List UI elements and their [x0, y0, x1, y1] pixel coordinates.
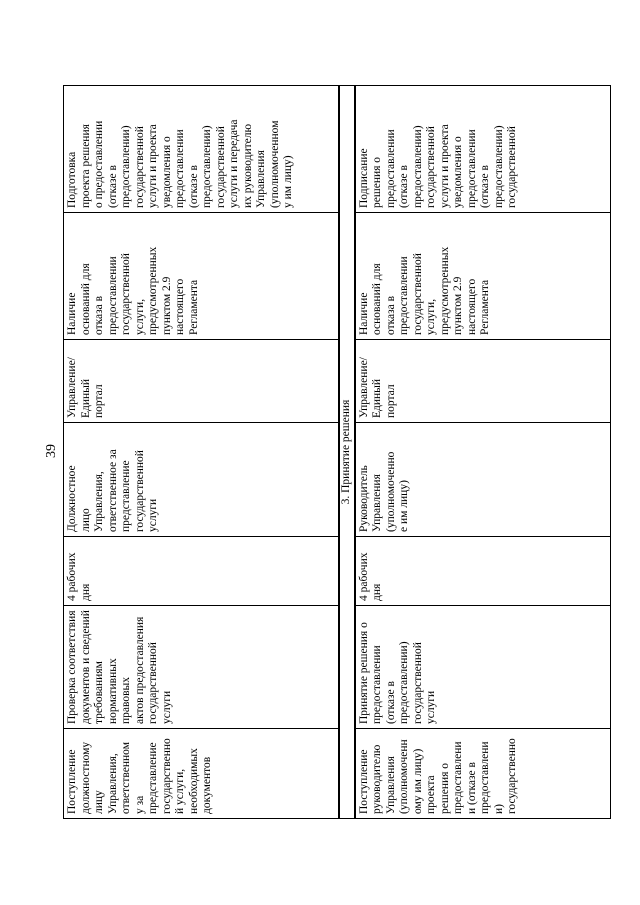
- table-cell: Наличие оснований для отказа в предоставлении государственной услуги, предусмотренных пунктом 2.9 настоящего Регламента: [64, 213, 340, 340]
- table-cell: Наличие оснований для отказа в предоставлении государственной услуги, предусмотренных пунктом 2.9 настоящего Регламента: [355, 213, 611, 340]
- section-header: 3. Принятие решения: [339, 86, 355, 819]
- table-cell: 4 рабочих дня: [355, 537, 611, 606]
- table-cell: Подписание решения о предоставлении (отказе в предоставлении) государственной услуги и проекта уведомления о предоставлении (отказе в предоставлении) государственной: [355, 86, 611, 213]
- table-cell: Поступление руководителю Управления (уполномоченн ому им лицу) проекта решения о предоставлени и (отказе в предоставлени и) государственно: [355, 729, 611, 819]
- page-number: 39: [44, 444, 59, 458]
- table-cell: 4 рабочих дня: [64, 537, 340, 606]
- table-row: [355, 86, 611, 819]
- procedure-table: [63, 85, 611, 819]
- section-header-row: [339, 86, 355, 819]
- table-cell: Руководитель Управления (уполномоченно е им лицу): [355, 423, 611, 537]
- table-cell: Управление/ Единый портал: [64, 340, 340, 423]
- table-row: [64, 86, 340, 819]
- table-cell: Поступление должностному лицу Управления, ответственном у за представление государственно й услуги, необходимых документов: [64, 729, 340, 819]
- table-cell: Принятие решения о предоставлении (отказе в предоставлении) государственной услуги: [355, 606, 611, 729]
- table-cell: Управление/ Единый портал: [355, 340, 611, 423]
- table-cell: Подготовка проекта решения о предоставлении (отказе в предоставлении) государственной услуги и проекта уведомления о предоставлении (отказе в предоставлении) государственной услуги и передача их руководителю Управления (уполномоченном у им лицу): [64, 86, 340, 213]
- table-cell: Проверка соответствия документов и сведений требованиям нормативных правовых актов предоставления государственной услуги: [64, 606, 340, 729]
- table-cell: Должностное лицо Управления, ответственное за представление государственной услуги: [64, 423, 340, 537]
